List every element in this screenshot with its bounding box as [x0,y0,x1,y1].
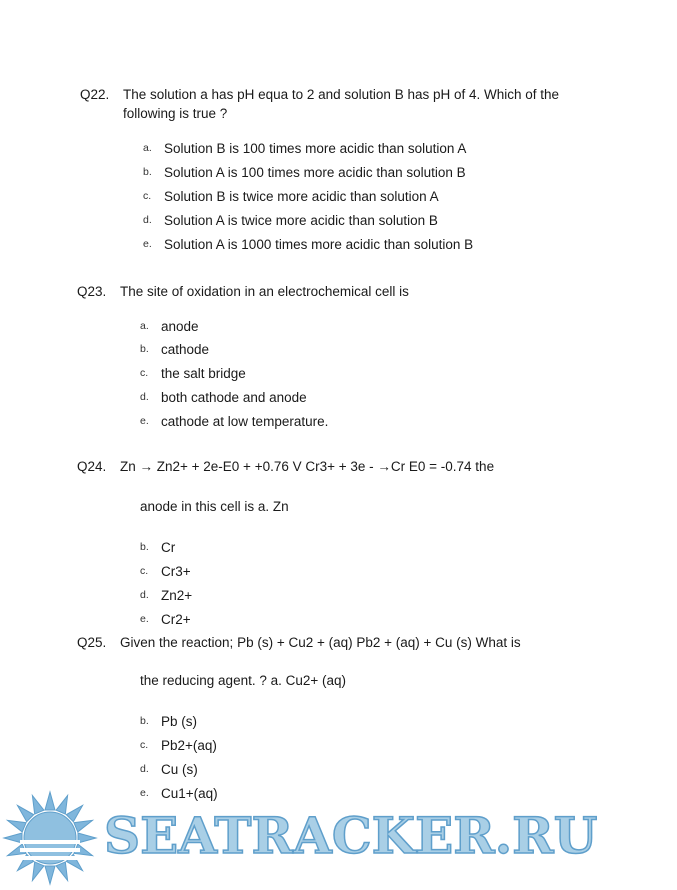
q22-option-e-text: Solution A is 1000 times more acidic than solution B [164,237,474,252]
q24-option-b-text: Cr [161,540,176,555]
q25-option-b-text: Pb (s) [161,714,198,729]
sun-icon [0,788,110,890]
q22-option-b-text: Solution A is 100 times more acidic than solution B [164,165,466,180]
q23-option-e-text: cathode at low temperature. [161,414,329,429]
q22-option-a-letter: a. [143,142,152,154]
q23-option-c-text: the salt bridge [161,366,246,381]
q24-option-d-text: Zn2+ [161,588,193,603]
q23-option-a-text: anode [161,319,199,334]
question-25-text-line-2: the reducing agent. ? a. Cu2+ (aq) [140,673,347,688]
q24-option-e-letter: e. [140,613,149,625]
q25-option-d-letter: d. [140,763,149,775]
q23-option-a-letter: a. [140,320,149,332]
q22-option-b-letter: b. [143,166,152,178]
watermark-text: SEATRACKER.RU [104,806,598,865]
q23-option-c-letter: c. [140,367,149,379]
q24-option-c-letter: c. [140,565,149,577]
q22-option-c-text: Solution B is twice more acidic than solution A [164,189,439,204]
question-23-number: Q23. [77,284,107,299]
question-24-text-line-2: anode in this cell is a. Zn [140,499,289,514]
q25-option-e-text: Cu1+(aq) [161,786,218,801]
q25-option-c-letter: c. [140,739,149,751]
q25-option-e-letter: e. [140,787,149,799]
question-24-text-line-1: Zn → Zn2+ + 2e-E0 + +0.76 V Cr3+ + 3e - →Cr E0 = -0.74 the [120,459,495,474]
q23-option-b-letter: b. [140,343,149,355]
q24-option-e-text: Cr2+ [161,612,191,627]
question-22-number: Q22. [80,87,110,102]
question-22-text-line-1: The solution a has pH equa to 2 and solution B has pH of 4. Which of the [123,87,560,102]
q24-option-c-text: Cr3+ [161,564,191,579]
q23-option-e-letter: e. [140,415,149,427]
q22-option-c-letter: c. [143,190,152,202]
q25-option-c-text: Pb2+(aq) [161,738,217,753]
q23-option-d-text: both cathode and anode [161,390,307,405]
question-25-text-line-1: Given the reaction; Pb (s) + Cu2 + (aq) Pb2 + (aq) + Cu (s) What is [120,635,521,650]
question-22-text-line-2: following is true ? [123,106,228,121]
q25-option-b-letter: b. [140,715,149,727]
q25-option-d-text: Cu (s) [161,762,198,777]
q24-option-b-letter: b. [140,541,149,553]
question-23-text-line-1: The site of oxidation in an electrochemical cell is [120,284,409,299]
q22-option-d-text: Solution A is twice more acidic than solution B [164,213,438,228]
q23-option-d-letter: d. [140,391,149,403]
q22-option-d-letter: d. [143,214,152,226]
q22-option-a-text: Solution B is 100 times more acidic than solution A [164,141,467,156]
q23-option-b-text: cathode [161,342,210,357]
question-25-number: Q25. [77,635,107,650]
q22-option-e-letter: e. [143,238,152,250]
question-24-number: Q24. [77,459,107,474]
q24-option-d-letter: d. [140,589,149,601]
